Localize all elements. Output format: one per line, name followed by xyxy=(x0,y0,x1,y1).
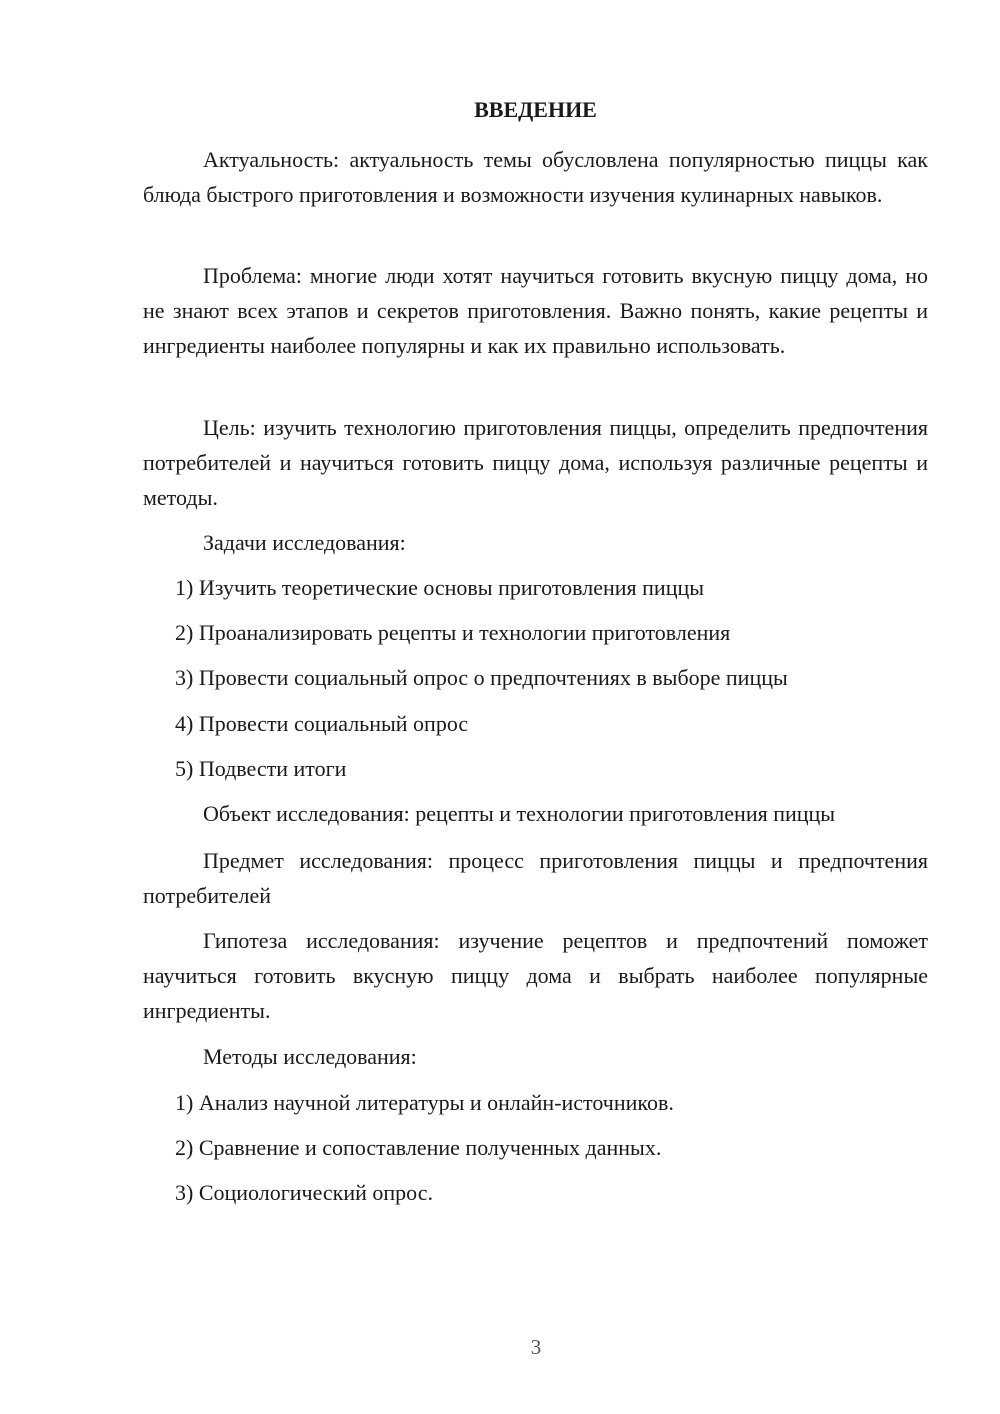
relevance-paragraph: Актуальность: актуальность темы обусловлена популярностью пиццы как блюда быстрого приготовления и возможности изучения кулинарных навыков. xyxy=(143,147,928,207)
tasks-heading: Задачи исследования: xyxy=(203,530,406,555)
hypothesis-paragraph: Гипотеза исследования: изучение рецептов и предпочтений поможет научиться готовить вкусную пиццу дома и выбрать наиболее популярные ингредиенты. xyxy=(143,928,928,1023)
method-item-2: 2) Сравнение и сопоставление полученных данных. xyxy=(175,1135,662,1160)
research-subject: Предмет исследования: процесс приготовления пиццы и предпочтения потребителей xyxy=(143,848,928,908)
methods-heading: Методы исследования: xyxy=(203,1044,417,1069)
task-item-4: 4) Провести социальный опрос xyxy=(175,711,469,736)
task-item-1: 1) Изучить теоретические основы приготовления пиццы xyxy=(175,575,705,600)
task-item-3: 3) Провести социальный опрос о предпочтениях в выборе пиццы xyxy=(175,665,788,690)
page-number: 3 xyxy=(530,1335,542,1359)
task-item-2: 2) Проанализировать рецепты и технологии приготовления xyxy=(175,620,731,645)
goal-paragraph: Цель: изучить технологию приготовления пиццы, определить предпочтения потребителей и научиться готовить пиццу дома, используя различные рецепты и методы. xyxy=(143,415,928,510)
method-item-3: 3) Социологический опрос. xyxy=(175,1180,433,1205)
problem-paragraph: Проблема: многие люди хотят научиться готовить вкусную пиццу дома, но не знают всех этапов и секретов приготовления. Важно понять, какие рецепты и ингредиенты наиболее популярны и как их правильно использовать. xyxy=(143,263,928,358)
task-item-5: 5) Подвести итоги xyxy=(175,756,347,781)
page-title: ВВЕДЕНИЕ xyxy=(474,97,597,122)
research-object: Объект исследования: рецепты и технологии приготовления пиццы xyxy=(203,801,836,826)
method-item-1: 1) Анализ научной литературы и онлайн-источников. xyxy=(175,1090,674,1115)
